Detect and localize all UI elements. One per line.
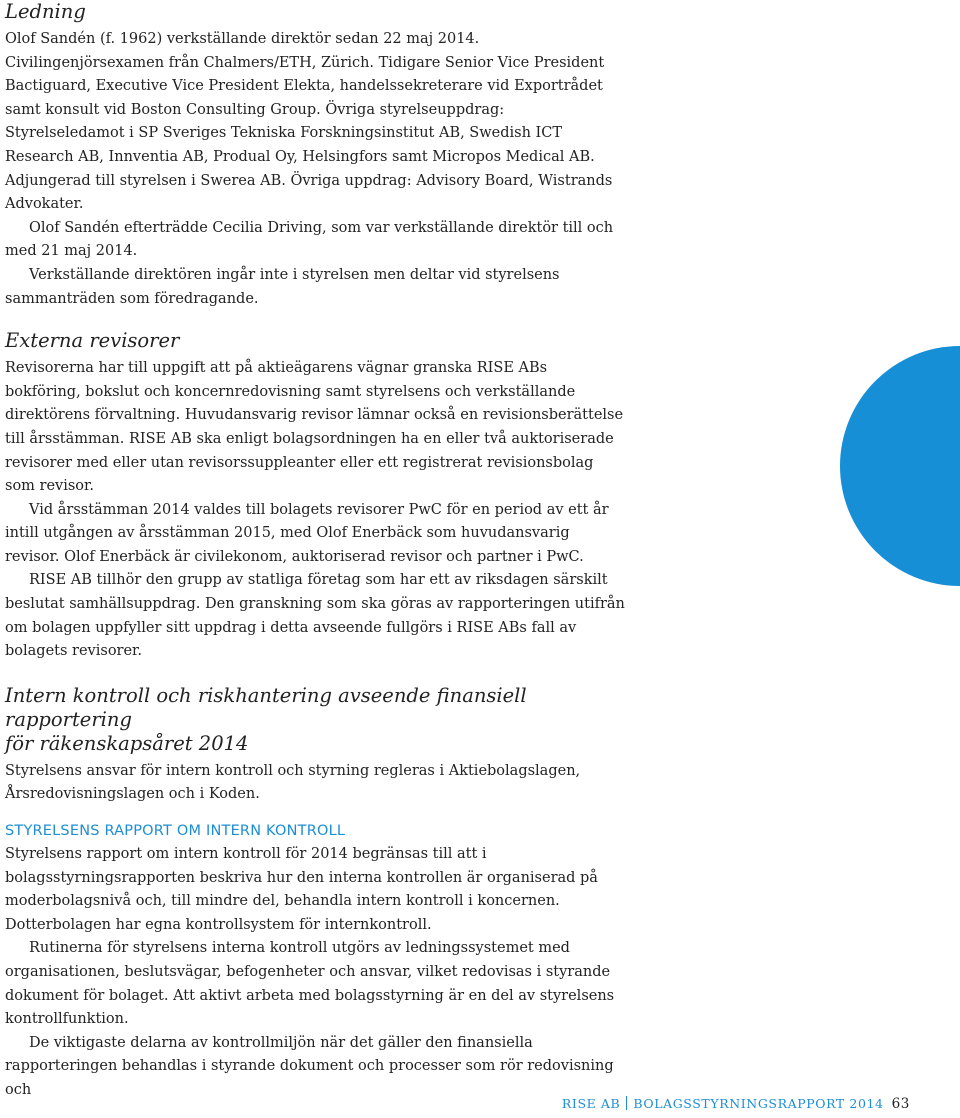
page-number: 63 (891, 1096, 910, 1112)
ledning-paragraph-2: Olof Sandén efterträdde Cecilia Driving, som var verkställande direktör till och med 21 maj 2014. (5, 219, 614, 260)
intern-paragraph-3: Rutinerna för styrelsens interna kontroll utgörs av ledningssystemet med organisationen, beslutsvägar, befogenheter och ansvar, vilket redovisas i styrande dokument för bolaget. Att aktivt arbeta med bolagsstyrning är en del av styrelsens kontrollfunktion. (5, 940, 615, 1028)
page-footer (562, 1096, 910, 1112)
revisorer-paragraph-1: Revisorerna har till uppgift att på aktieägarens vägnar granska RISE ABs bokföring, bokslut och koncernredovisning samt styrelsens och verkställande direktörens förvaltning. Huvudansvarig revisor lämnar också en revisionsberättelse till årsstämman. RISE AB ska enligt bolagsordningen ha en eller två auktoriserade revisorer med eller utan revisorssuppleanter eller ett registrerat revisionsbolag som revisor. (5, 360, 624, 495)
ledning-paragraph-3: Verkställande direktören ingår inte i styrelsen men deltar vid styrelsens sammanträden som föredragande. (5, 266, 560, 307)
decorative-blue-circle (840, 346, 960, 586)
intern-paragraph-1: Styrelsens ansvar för intern kontroll och styrning regleras i Aktiebolagslagen, Årsredovisningslagen och i Koden. (5, 762, 581, 803)
intern-heading-line-1: Intern kontroll och riskhantering avseende finansiell rapportering (5, 683, 527, 731)
subheading-styrelsens-rapport: STYRELSENS RAPPORT OM INTERN KONTROLL (5, 823, 346, 840)
footer-separator (626, 1096, 627, 1110)
intern-paragraph-2: Styrelsens rapport om intern kontroll för 2014 begränsas till att i bolagsstyrningsrapporten beskriva hur den interna kontrollen är organiserad på moderbolagsnivå och, till mindre del, behandla intern kontroll i koncernen. Dotterbolagen har egna kontrollsystem för internkontroll. (5, 846, 598, 933)
section-heading-ledning: Ledning (5, 0, 86, 23)
revisorer-paragraph-3: RISE AB tillhör den grupp av statliga företag som har ett av riksdagen särskilt beslutat samhällsuppdrag. Den granskning som ska göras av rapporteringen utifrån om bolagen uppfyller sitt uppdrag i detta avseende fullgörs i RISE ABs fall av bolagets revisorer. (5, 572, 625, 660)
intern-paragraph-4: De viktigaste delarna av kontrollmiljön när det gäller den finansiella rapporteringen behandlas i styrande dokument och processer som rör redovisning och (5, 1034, 614, 1098)
ledning-paragraph-1: Olof Sandén (f. 1962) verkställande direktör sedan 22 maj 2014. Civilingenjörsexamen från Chalmers/ETH, Zürich. Tidigare Senior Vice President Bactiguard, Executive Vice President Elekta, handelssekreterare vid Exportrådet samt konsult vid Boston Consulting Group. Övriga styrelseuppdrag: Styrelseledamot i SP Sveriges Tekniska Forskningsinstitut AB, Swedish ICT Research AB, Innventia AB, Produal Oy, Helsingfors samt Micropos Medical AB. Adjungerad till styrelsen i Swerea AB. Övriga uppdrag: Advisory Board, Wistrands Advokater. (5, 31, 613, 213)
footer-report-title: BOLAGSSTYRNINGSRAPPORT 2014 (633, 1096, 884, 1111)
footer-company: RISE AB (561, 1096, 621, 1111)
section-heading-intern-kontroll (5, 684, 625, 756)
intern-heading-line-2: för räkenskapsåret 2014 (5, 731, 249, 755)
section-heading-externa-revisorer: Externa revisorer (5, 329, 180, 353)
page-content (5, 0, 625, 1103)
revisorer-paragraph-2: Vid årsstämman 2014 valdes till bolagets revisorer PwC för en period av ett år intill utgången av årsstämman 2015, med Olof Enerbäck som huvudansvarig revisor. Olof Enerbäck är civilekonom, auktoriserad revisor och partner i PwC. (5, 501, 609, 565)
